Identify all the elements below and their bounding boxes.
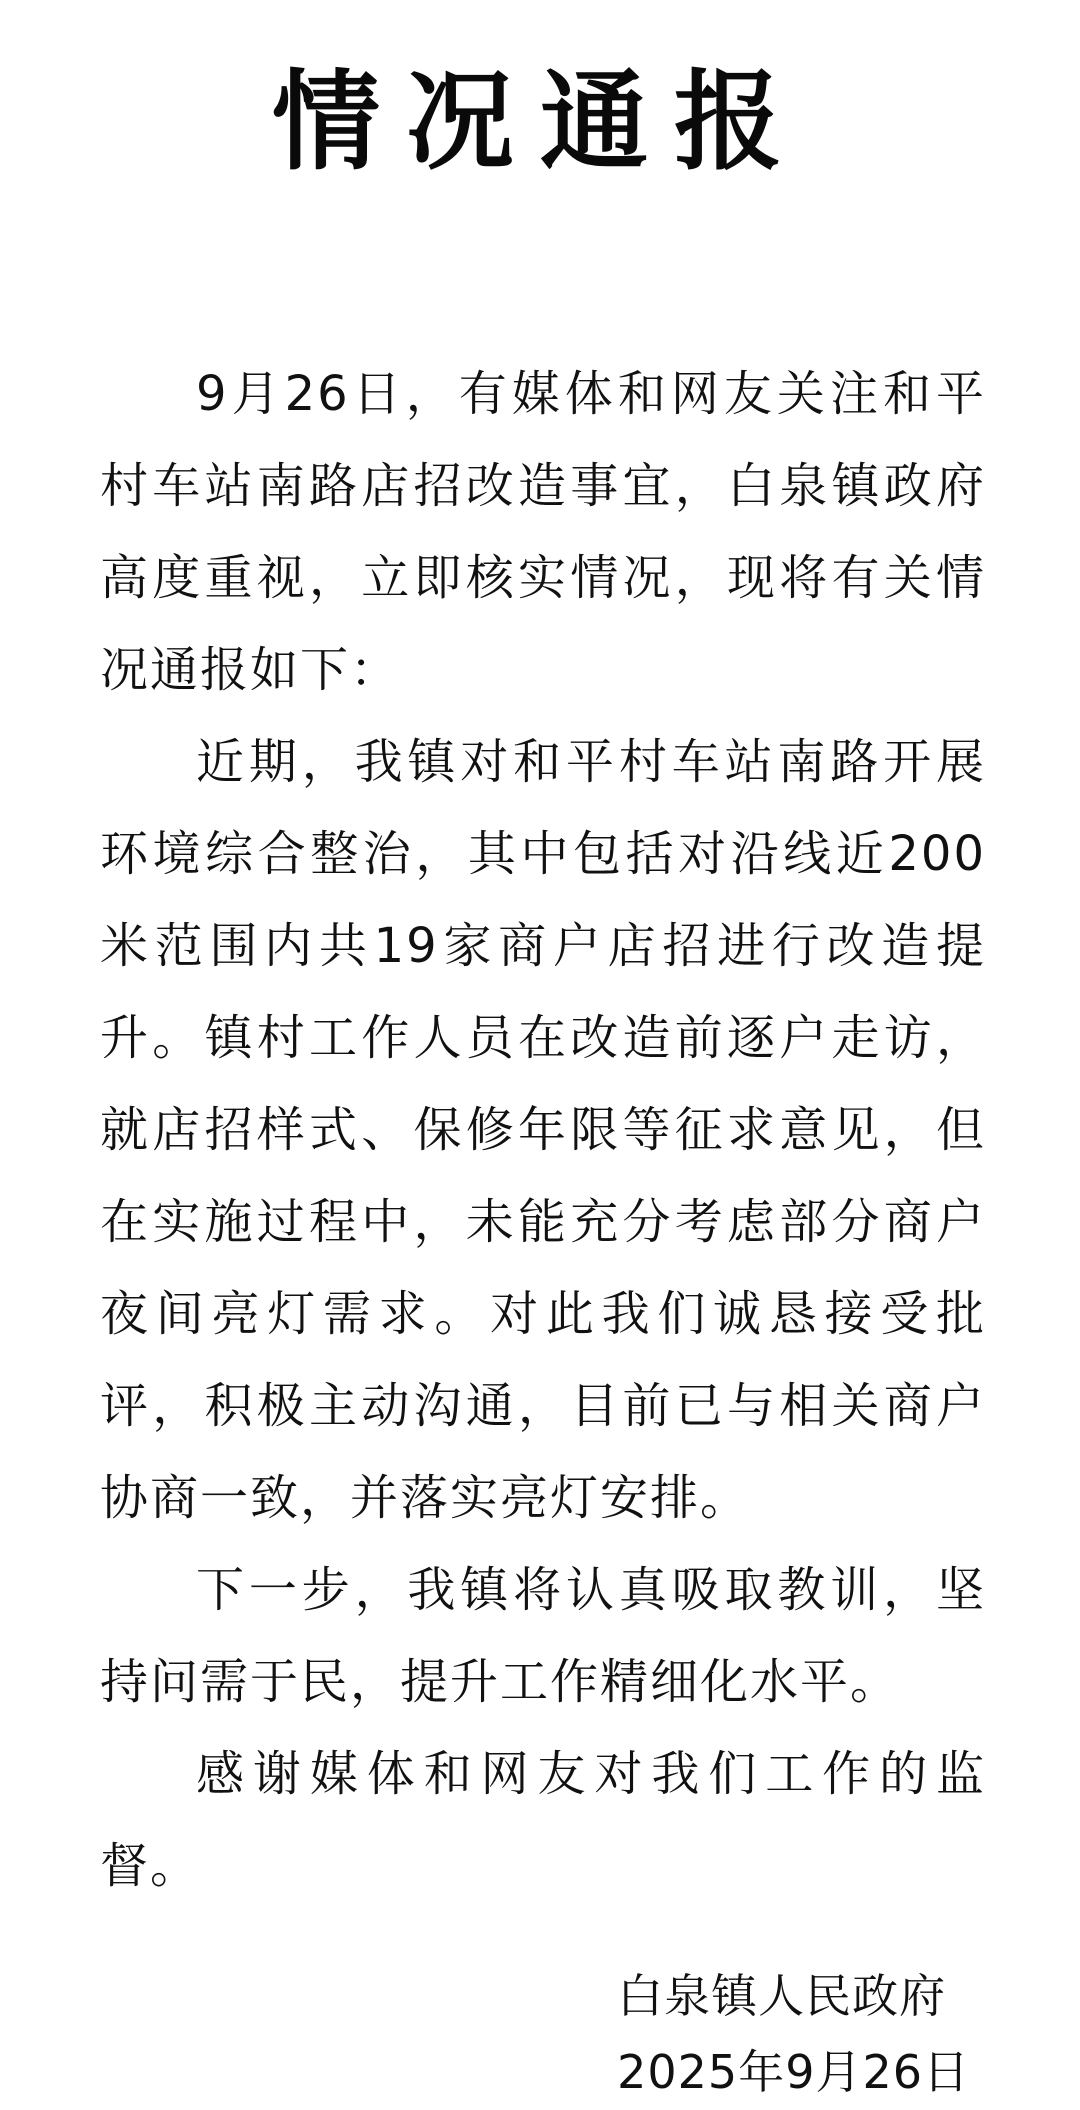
document-body [100, 348, 986, 1912]
document-title: 情况通报 [271, 59, 808, 185]
paragraph-intro: 9月26日，有媒体和网友关注和平村车站南路店招改造事宜，白泉镇政府高度重视，立即核实情况，现将有关情况通报如下： [100, 366, 986, 698]
signature-block [617, 1958, 970, 2110]
paragraph-thanks: 感谢媒体和网友对我们工作的监督。 [100, 1746, 986, 1894]
issue-date: 2025年9月26日 [617, 2045, 970, 2099]
paragraph-details: 近期，我镇对和平村车站南路开展环境综合整治，其中包括对沿线近200米范围内共19家商户店招进行改造提升。镇村工作人员在改造前逐户走访，就店招样式、保修年限等征求意见，但在实施过程中，未能充分考虑部分商户夜间亮灯需求。对此我们诚恳接受批评，积极主动沟通，目前已与相关商户协商一致，并落实亮灯安排。 [100, 734, 986, 1526]
paragraph-next-steps: 下一步，我镇将认真吸取教训，坚持问需于民，提升工作精细化水平。 [100, 1562, 986, 1710]
issuer-name: 白泉镇人民政府 [617, 1969, 947, 2023]
